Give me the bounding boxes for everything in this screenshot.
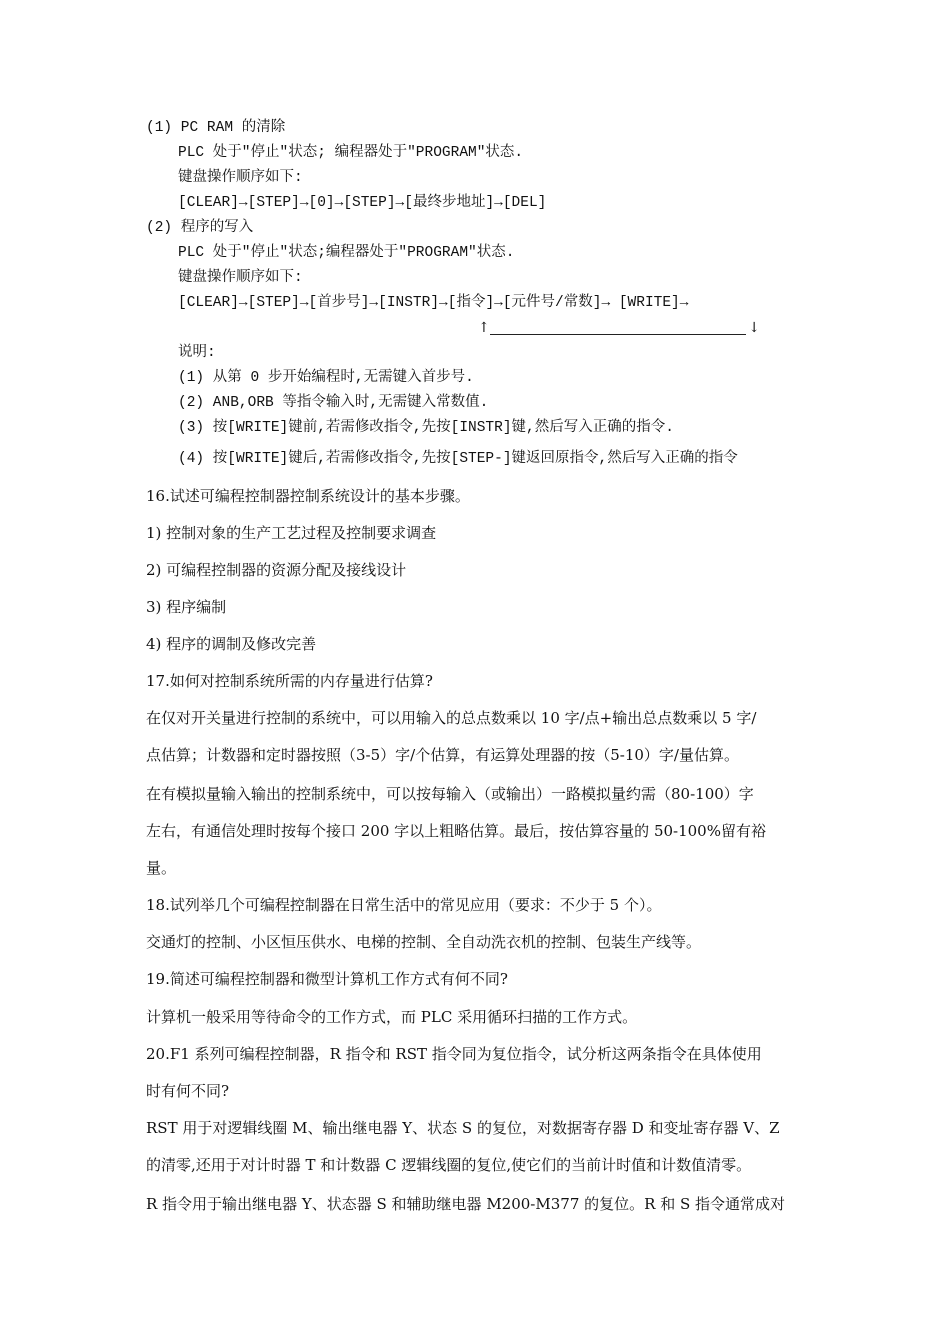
answer-17-line-4: 左右，有通信处理时按每个接口 200 字以上粗略估算。最后，按估算容量的 50-100%留有裕 — [146, 822, 766, 840]
answer-16-step-2: 2) 可编程控制器的资源分配及接线设计 — [146, 561, 407, 579]
answer-17-line-2: 点估算；计数器和定时器按照（3-5）字/个估算，有运算处理器的按（5-10）字/量估算。 — [146, 746, 739, 764]
note-2: (2) ANB,ORB 等指令输入时,无需键入常数值. — [178, 395, 489, 411]
section-1-heading: (1) PC RAM 的清除 — [146, 120, 286, 136]
key-sequence-clear: [CLEAR]→[STEP]→[0]→[STEP]→[最终步地址]→[DEL] — [178, 195, 547, 211]
answer-16-step-3: 3) 程序编制 — [146, 598, 227, 616]
notes-label: 说明: — [178, 345, 216, 361]
keyboard-order-label-2: 键盘操作顺序如下: — [178, 270, 303, 286]
question-17: 17.如何对控制系统所需的内存量进行估算? — [146, 672, 433, 690]
question-16: 16.试述可编程控制器控制系统设计的基本步骤。 — [146, 487, 470, 505]
note-4: (4) 按[WRITE]键后,若需修改指令,先按[STEP-]键返回原指令,然后写入正确的指令 — [178, 451, 738, 467]
question-20-line-2: 时有何不同? — [146, 1082, 230, 1100]
section-2-heading: (2) 程序的写入 — [146, 220, 254, 236]
answer-20-line-1: RST 用于对逻辑线圈 M、输出继电器 Y、状态 S 的复位，对数据寄存器 D 和变址寄存器 V、Z — [146, 1119, 780, 1137]
arrow-down-icon: ↓ — [748, 320, 760, 336]
answer-16-step-1: 1) 控制对象的生产工艺过程及控制要求调查 — [146, 524, 437, 542]
plc-state-line: PLC 处于"停止"状态; 编程器处于"PROGRAM"状态. — [178, 145, 524, 161]
answer-18: 交通灯的控制、小区恒压供水、电梯的控制、全自动洗衣机的控制、包装生产线等。 — [146, 933, 702, 951]
arrow-up-icon: ↑ — [478, 320, 490, 336]
loop-back-arrow — [478, 318, 760, 338]
answer-20-line-2: 的清零,还用于对计时器 T 和计数器 C 逻辑线圈的复位,使它们的当前计时值和计数值清零。 — [146, 1156, 752, 1174]
answer-16-step-4: 4) 程序的调制及修改完善 — [146, 635, 317, 653]
question-18: 18.试列举几个可编程控制器在日常生活中的常见应用（要求：不少于 5 个）。 — [146, 896, 662, 914]
answer-20-line-3: R 指令用于输出继电器 Y、状态器 S 和辅助继电器 M200-M377 的复位。R 和 S 指令通常成对 — [146, 1195, 786, 1213]
answer-17-line-3: 在有模拟量输入输出的控制系统中，可以按每输入（或输出）一路模拟量约需（80-100）字 — [146, 785, 754, 803]
answer-19: 计算机一般采用等待命令的工作方式，而 PLC 采用循环扫描的工作方式。 — [146, 1008, 638, 1026]
note-1: (1) 从第 0 步开始编程时,无需键入首步号. — [178, 370, 474, 386]
keyboard-order-label: 键盘操作顺序如下: — [178, 170, 303, 186]
plc-state-line-2: PLC 处于"停止"状态;编程器处于"PROGRAM"状态. — [178, 245, 515, 261]
key-sequence-write: [CLEAR]→[STEP]→[首步号]→[INSTR]→[指令]→[元件号/常数]→ [WRITE]→ — [178, 295, 689, 311]
answer-17-line-5: 量。 — [146, 859, 177, 877]
question-20-line-1: 20.F1 系列可编程控制器，R 指令和 RST 指令同为复位指令，试分析这两条指令在具体使用 — [146, 1045, 762, 1063]
note-3: (3) 按[WRITE]键前,若需修改指令,先按[INSTR]键,然后写入正确的指令. — [178, 420, 674, 436]
loop-line — [490, 334, 746, 335]
question-19: 19.简述可编程控制器和微型计算机工作方式有何不同? — [146, 970, 508, 988]
answer-17-line-1: 在仅对开关量进行控制的系统中，可以用输入的总点数乘以 10 字/点+输出总点数乘以 5 字/ — [146, 709, 757, 727]
